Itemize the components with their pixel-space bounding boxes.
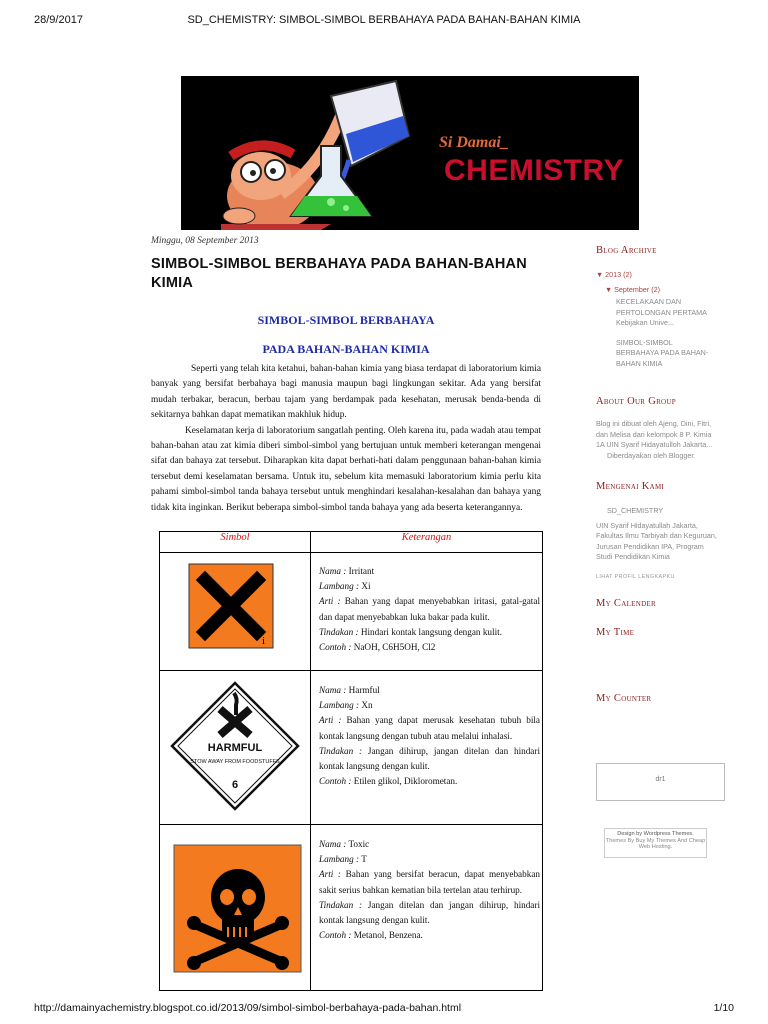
contoh-label: Contoh : xyxy=(319,642,352,653)
archive-year-toggle[interactable]: ▼ 2013 (2) xyxy=(596,270,632,279)
theme-credit xyxy=(604,828,707,858)
symbol-cell xyxy=(160,671,311,825)
column-header-description: Keterangan xyxy=(311,532,543,553)
archive-month-toggle[interactable]: ▼ September (2) xyxy=(605,284,661,294)
lambang-label: Lambang : xyxy=(319,581,360,592)
nama-value: Harmful xyxy=(348,685,380,695)
post-body xyxy=(151,236,541,516)
profile-text: UIN Syarif Hidayatullah Jakarta, Fakultas Ilmu Tarbiyah dan Keguruan, Jurusan Pendidikan IPA, Program Studi Pendidikan Kimia xyxy=(596,520,717,561)
symbol-cell xyxy=(160,825,311,991)
counter-value: dr1 xyxy=(655,776,666,783)
sidebar xyxy=(596,236,721,704)
blog-banner[interactable] xyxy=(181,76,639,230)
hazard-table xyxy=(159,531,543,991)
tindakan-value: Jangan ditelan dan jangan dihirup, hindari kontak langsung dengan kulit. xyxy=(319,899,540,926)
print-page-number: 1/10 xyxy=(713,1002,734,1014)
contoh-label: Contoh : xyxy=(319,930,352,941)
counter-heading: My Counter xyxy=(596,693,652,704)
harmful-sign-subtext: STOW AWAY FROM FOODSTUFFS xyxy=(190,759,280,765)
about-text: Blog ini dibuat oleh Ajeng, Dini, Fitri, dan Melisa dari kelompok 8 P. Kimia 1A UIN Syarif Hidayatulloh Jakarta... xyxy=(596,419,713,449)
contoh-value: Etilen glikol, Diklorometan. xyxy=(353,776,458,787)
column-header-symbol: Simbol xyxy=(160,532,311,553)
chemist-illustration xyxy=(181,76,639,230)
print-title: SD_CHEMISTRY: SIMBOL-SIMBOL BERBAHAYA PADA BAHAN-BAHAN KIMIA xyxy=(187,14,581,26)
post-title[interactable]: SIMBOL-SIMBOL BERBAHAYA PADA BAHAN-BAHAN KIMIA xyxy=(151,256,527,291)
harmful-sign-text: HARMFUL xyxy=(207,742,263,754)
description-cell xyxy=(311,825,543,991)
about-heading: About Our Group xyxy=(596,396,676,407)
calender-heading: My Calender xyxy=(596,598,656,609)
print-footer xyxy=(34,1002,734,1014)
symbol-cell xyxy=(160,553,311,671)
banner-small-text: Si Damai_ xyxy=(439,134,509,151)
banner-title: CHEMISTRY xyxy=(444,154,625,187)
post-paragraph-2: Keselamatan kerja di laboratorium sangatlah penting. Oleh karena itu, pada wadah atau tempat bahan-bahan atau zat kimia diberi simbol-simbol yang bertujuan untuk memberi keterangan mengenai sifat dan bahaya zat tersebut. Diharapkan kita dapat berhati-hati dalam penggunaan bahan-bahan kimia tersebut demi keselamatan bersama. Untuk itu, sebelum kita memasuki laboratorium kimia perlu kita pahami simbol-simbol tanda bahaya tersebut untuk menghindari kesalahan-kesalahan dan bahaya yang tidak kita inginkan. Berikut beberapa simbol-simbol tanda bahaya yang ada beserta keterangannya. xyxy=(151,425,541,513)
contoh-value: NaOH, C6H5OH, Cl2 xyxy=(353,642,436,653)
harmful-sign-number: 6 xyxy=(231,779,239,791)
credit-line-2[interactable]: Themes By Buy My Themes And Cheap Web Hosting. xyxy=(605,837,706,851)
lambang-value: Xn xyxy=(361,700,373,711)
post-date: Minggu, 08 September 2013 xyxy=(151,236,259,246)
nama-label: Nama : xyxy=(319,685,347,695)
irritant-sign-icon xyxy=(160,553,310,665)
nama-value: Toxic xyxy=(348,839,370,849)
tindakan-label: Tindakan : xyxy=(319,626,359,637)
tindakan-label: Tindakan : xyxy=(319,899,363,910)
arti-label: Arti : xyxy=(319,596,341,607)
profile-name[interactable]: SD_CHEMISTRY xyxy=(607,506,664,515)
nama-value: Irritant xyxy=(348,566,375,576)
print-date: 28/9/2017 xyxy=(34,14,83,26)
arti-label: Arti : xyxy=(319,715,342,726)
arti-value: Bahan yang dapat menyebabkan iritasi, gatal-gatal dan dapat menyebabkan luka bakar pada kulit. xyxy=(319,596,540,622)
post-subtitle-1: SIMBOL-SIMBOL BERBAHAYA xyxy=(257,313,435,327)
counter-widget xyxy=(596,763,725,801)
irritant-sign-letter: i xyxy=(262,635,266,647)
table-row xyxy=(160,671,543,825)
post-subtitle-2: PADA BAHAN-BAHAN KIMIA xyxy=(262,342,430,356)
contoh-value: Metanol, Benzena. xyxy=(353,930,423,941)
lambang-value: T xyxy=(361,854,367,865)
nama-label: Nama : xyxy=(319,839,347,849)
lambang-value: Xi xyxy=(361,581,371,592)
description-cell xyxy=(311,553,543,671)
archive-post-link[interactable]: KECELAKAAN DAN PERTOLONGAN PERTAMA Kebijakan Unive... xyxy=(616,297,707,327)
table-row xyxy=(160,825,543,991)
lambang-label: Lambang : xyxy=(319,854,360,865)
tindakan-value: Jangan dihirup, jangan ditelan dan hindari kontak langsung dengan kulit. xyxy=(319,745,540,772)
profile-link[interactable]: LIHAT PROFIL LENGKAPKU xyxy=(596,573,675,580)
credit-line-1[interactable]: Design by Wordpress Themes. xyxy=(617,831,694,837)
arti-label: Arti : xyxy=(319,869,341,880)
arti-value: Bahan yang bersifat beracun, dapat menyebabkan sakit serius bahkan kematian bila tertelan atau terhirup. xyxy=(319,869,540,895)
print-url: http://damainyachemistry.blogspot.co.id/2013/09/simbol-simbol-berbahaya-pada-bahan.html xyxy=(34,1002,462,1014)
blog-archive-heading: Blog Archive xyxy=(596,245,657,256)
contoh-label: Contoh : xyxy=(319,776,352,787)
toxic-skull-sign-icon xyxy=(160,825,310,985)
lambang-label: Lambang : xyxy=(319,700,360,711)
tindakan-value: Hindari kontak langsung dengan kulit. xyxy=(360,626,502,637)
arti-value: Bahan yang dapat merusak kesehatan tubuh bila kontak langsung dengan tubuh atau melalui inhalasi. xyxy=(319,715,540,741)
post-paragraph-1: Seperti yang telah kita ketahui, bahan-bahan kimia yang biasa terdapat di laboratorium kimia banyak yang bersifat berbahaya bagi manusia maupun bagi lingkungan sekitar. Ada yang bersifat mudah terbakar, beracun, berbau tajam yang berdampak pada kesehatan, merusak benda-benda di sekitarnya bahkan dapat mematikan makhluk hidup. xyxy=(151,364,541,421)
mengenai-heading: Mengenai Kami xyxy=(596,481,665,492)
archive-post-link[interactable]: SIMBOL-SIMBOL BERBAHAYA PADA BAHAN-BAHAN KIMIA xyxy=(616,337,709,368)
powered-by-link[interactable]: Diberdayakan oleh Blogger. xyxy=(607,450,696,460)
description-cell xyxy=(311,671,543,825)
tindakan-label: Tindakan : xyxy=(319,745,363,756)
time-heading: My Time xyxy=(596,627,635,638)
table-row xyxy=(160,553,543,671)
nama-label: Nama : xyxy=(319,566,347,576)
harmful-sign-icon xyxy=(160,671,310,819)
